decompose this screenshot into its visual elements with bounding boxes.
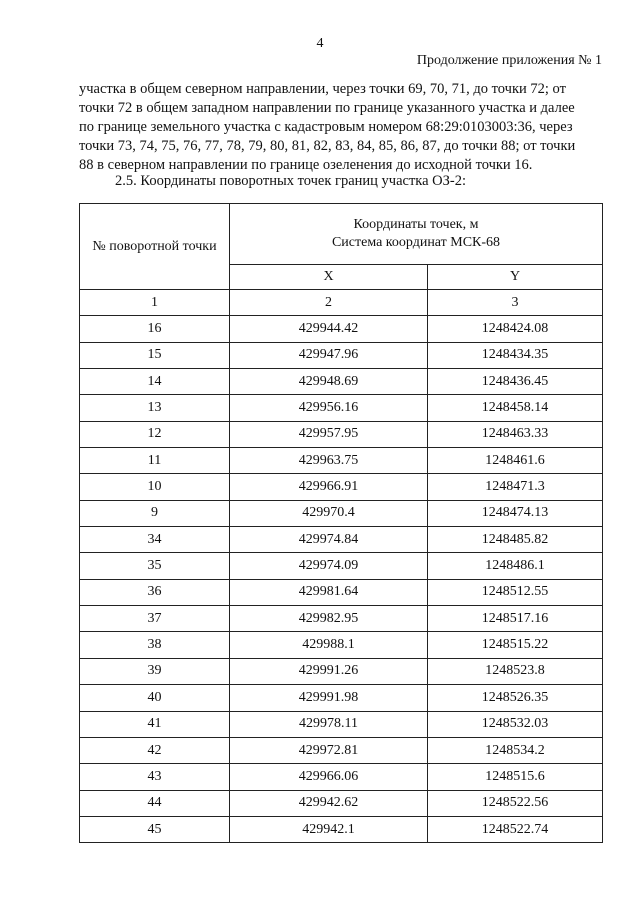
x-coordinate-cell: 429982.95 [230, 606, 428, 632]
table-row [80, 421, 603, 447]
table-row [80, 474, 603, 500]
paragraph-line: по границе земельного участка с кадастровым номером 68:29:0103003:36, через [79, 119, 573, 135]
y-coordinate-cell: 3 [428, 290, 603, 316]
x-coordinate-cell: 429966.06 [230, 764, 428, 790]
table-row [80, 790, 603, 816]
table-row [80, 606, 603, 632]
point-number-cell: 43 [80, 764, 230, 790]
point-number-cell: 14 [80, 369, 230, 395]
table-row [80, 369, 603, 395]
point-number-cell: 11 [80, 448, 230, 474]
x-coordinate-cell: 429991.26 [230, 658, 428, 684]
point-number-cell: 35 [80, 553, 230, 579]
point-number-cell: 44 [80, 790, 230, 816]
y-coordinate-cell: 1248532.03 [428, 711, 603, 737]
section-heading: 2.5. Координаты поворотных точек границ участка ОЗ-2: [115, 173, 467, 189]
x-coordinate-cell: 429974.84 [230, 527, 428, 553]
table-row [80, 711, 603, 737]
x-coordinate-cell: 429957.95 [230, 421, 428, 447]
point-number-cell: 37 [80, 606, 230, 632]
table-row [80, 448, 603, 474]
x-coordinate-cell: 429944.42 [230, 316, 428, 342]
coordinates-header-system: Система координат МСК-68 [331, 235, 501, 250]
y-coordinate-cell: 1248515.6 [428, 764, 603, 790]
point-number-cell: 1 [80, 290, 230, 316]
table-row [80, 658, 603, 684]
table-row [80, 764, 603, 790]
paragraph-line: участка в общем северном направлении, через точки 69, 70, 71, до точки 72; от [79, 81, 566, 97]
paragraph-line: точки 73, 74, 75, 76, 77, 78, 79, 80, 81, 82, 83, 84, 85, 86, 87, до точки 88; от точки [79, 138, 576, 154]
x-coordinate-cell: 429947.96 [230, 342, 428, 368]
point-number-cell: 38 [80, 632, 230, 658]
x-coordinate-cell: 429981.64 [230, 579, 428, 605]
x-coordinate-cell: 429948.69 [230, 369, 428, 395]
paragraph-line: 88 в северном направлении по границе озеленения до исходной точки 16. [79, 157, 533, 173]
y-coordinate-cell: 1248515.22 [428, 632, 603, 658]
x-coordinate-cell: 429942.1 [230, 816, 428, 842]
table-row [80, 395, 603, 421]
x-coordinate-cell: 429978.11 [230, 711, 428, 737]
point-number-cell: 12 [80, 421, 230, 447]
point-number-cell: 9 [80, 500, 230, 526]
point-number-cell: 10 [80, 474, 230, 500]
x-coordinate-cell: 429956.16 [230, 395, 428, 421]
table-row [80, 500, 603, 526]
y-coordinate-cell: 1248461.6 [428, 448, 603, 474]
table-row [80, 553, 603, 579]
y-header: Y [428, 265, 603, 290]
y-coordinate-cell: 1248523.8 [428, 658, 603, 684]
table-row [80, 816, 603, 842]
table-row [80, 737, 603, 763]
y-coordinate-cell: 1248512.55 [428, 579, 603, 605]
point-number-cell: 40 [80, 685, 230, 711]
x-coordinate-cell: 2 [230, 290, 428, 316]
x-coordinate-cell: 429972.81 [230, 737, 428, 763]
x-coordinate-cell: 429988.1 [230, 632, 428, 658]
y-coordinate-cell: 1248522.74 [428, 816, 603, 842]
column-numbering-row [80, 290, 603, 316]
x-coordinate-cell: 429974.09 [230, 553, 428, 579]
point-number-header: № поворотной точки [80, 204, 230, 290]
y-coordinate-cell: 1248436.45 [428, 369, 603, 395]
point-number-cell: 15 [80, 342, 230, 368]
y-coordinate-cell: 1248534.2 [428, 737, 603, 763]
body-paragraph [79, 80, 601, 175]
table-row [80, 527, 603, 553]
point-number-cell: 41 [80, 711, 230, 737]
y-coordinate-cell: 1248463.33 [428, 421, 603, 447]
point-number-cell: 42 [80, 737, 230, 763]
point-number-cell: 34 [80, 527, 230, 553]
table-row [80, 632, 603, 658]
x-coordinate-cell: 429991.98 [230, 685, 428, 711]
page-number: 4 [316, 36, 324, 51]
x-coordinate-cell: 429942.62 [230, 790, 428, 816]
point-number-cell: 39 [80, 658, 230, 684]
appendix-note: Продолжение приложения № 1 [416, 53, 602, 68]
x-header: X [230, 265, 428, 290]
x-coordinate-cell: 429963.75 [230, 448, 428, 474]
point-number-cell: 36 [80, 579, 230, 605]
paragraph-line: точки 72 в общем западном направлении по границе указанного участка и далее [79, 100, 575, 116]
y-coordinate-cell: 1248485.82 [428, 527, 603, 553]
table-row [80, 342, 603, 368]
coordinates-table [79, 203, 603, 843]
y-coordinate-cell: 1248434.35 [428, 342, 603, 368]
y-coordinate-cell: 1248526.35 [428, 685, 603, 711]
point-number-cell: 13 [80, 395, 230, 421]
y-coordinate-cell: 1248517.16 [428, 606, 603, 632]
y-coordinate-cell: 1248486.1 [428, 553, 603, 579]
table-row [80, 685, 603, 711]
point-number-cell: 16 [80, 316, 230, 342]
y-coordinate-cell: 1248474.13 [428, 500, 603, 526]
x-coordinate-cell: 429966.91 [230, 474, 428, 500]
x-coordinate-cell: 429970.4 [230, 500, 428, 526]
point-number-cell: 45 [80, 816, 230, 842]
coordinates-header-units: Координаты точек, м [353, 217, 479, 232]
coordinates-header [230, 204, 603, 265]
y-coordinate-cell: 1248458.14 [428, 395, 603, 421]
table-row [80, 579, 603, 605]
y-coordinate-cell: 1248424.08 [428, 316, 603, 342]
y-coordinate-cell: 1248522.56 [428, 790, 603, 816]
y-coordinate-cell: 1248471.3 [428, 474, 603, 500]
table-row [80, 316, 603, 342]
